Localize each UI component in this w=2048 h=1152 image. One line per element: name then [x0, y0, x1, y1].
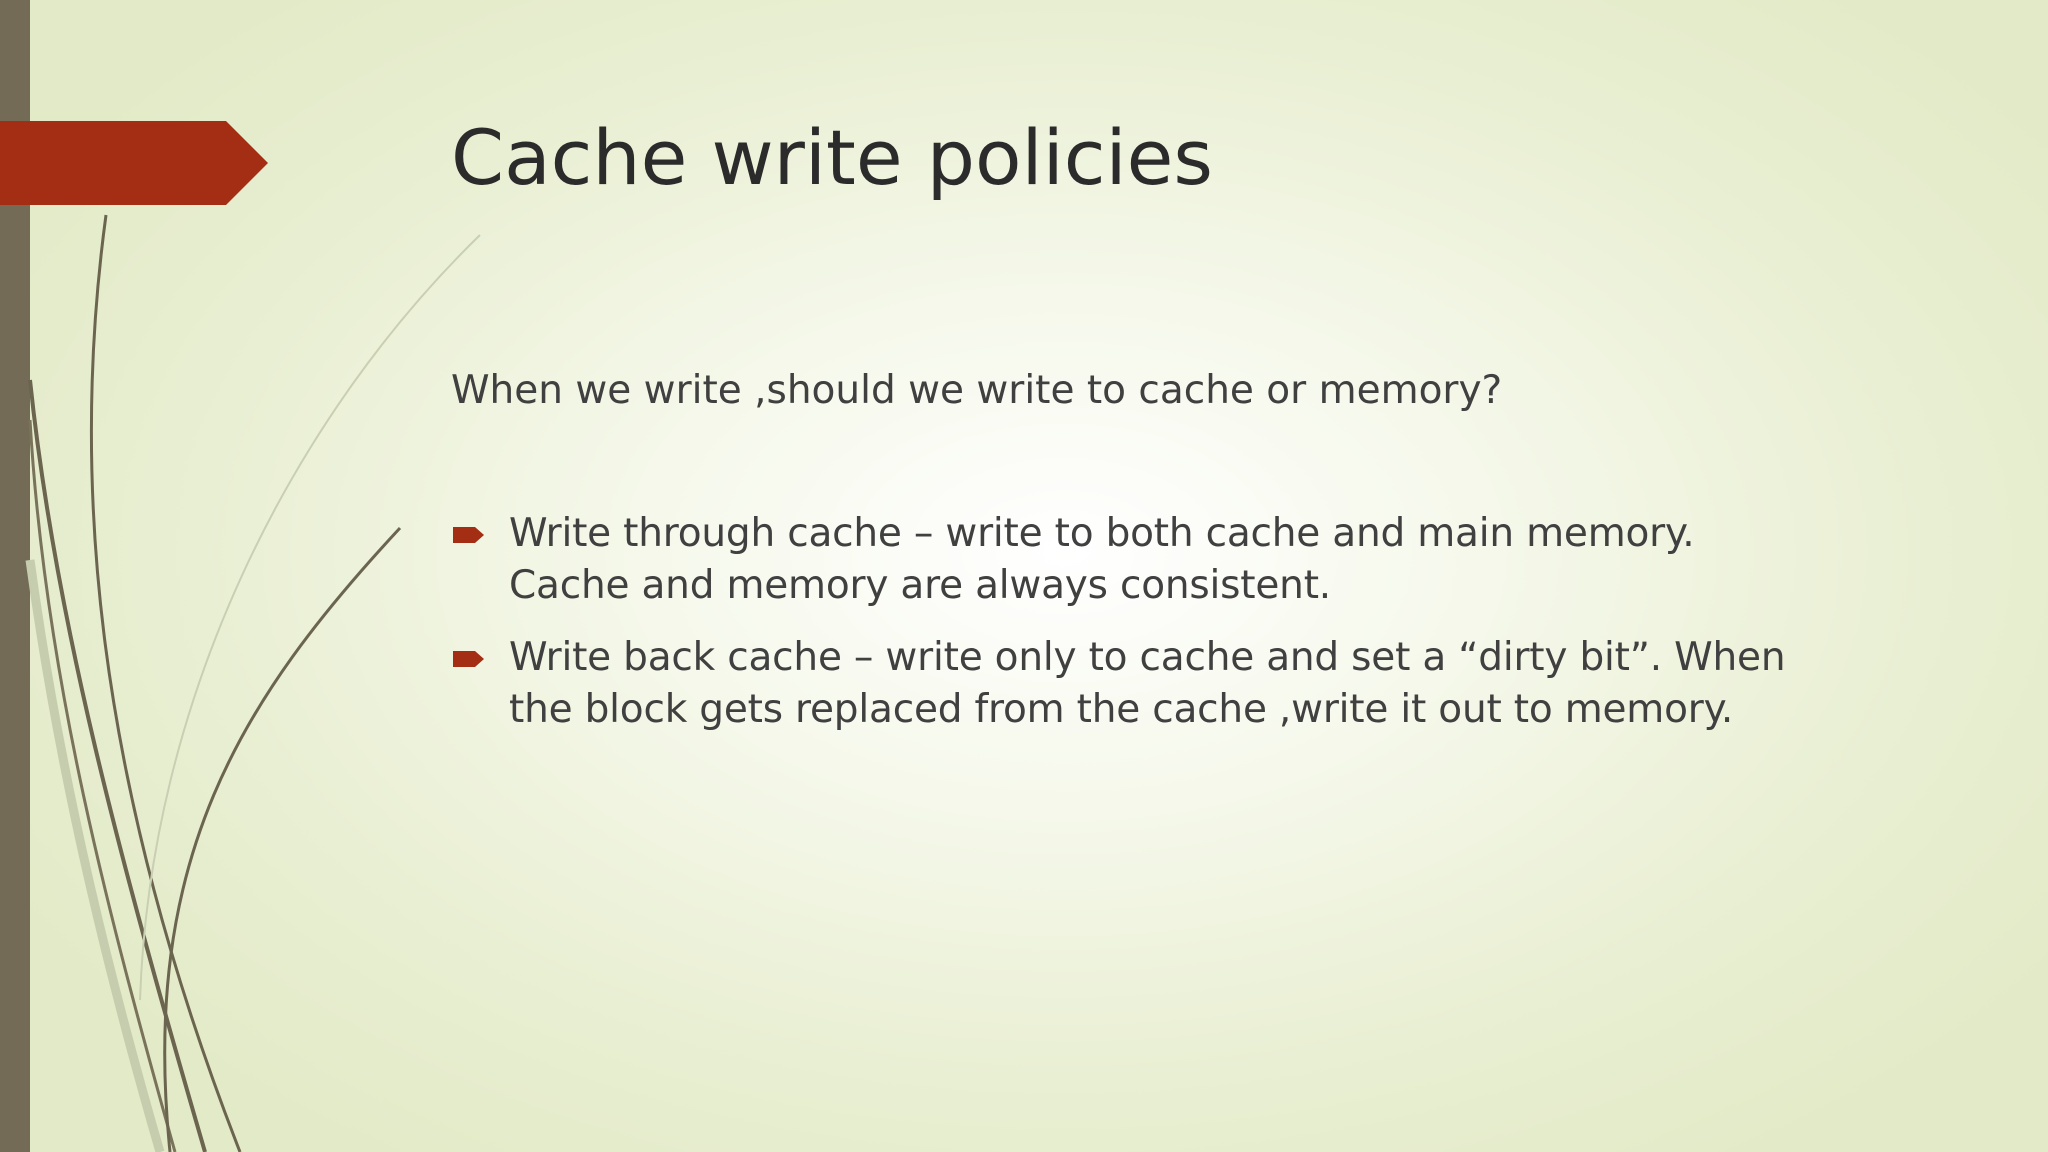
bullet-line: Cache and memory are always consistent.: [509, 563, 1331, 608]
slide-title: Cache write policies: [451, 113, 1213, 202]
title-arrow-tab-icon: [0, 121, 268, 205]
question-text: When we write ,should we write to cache or memory?: [451, 368, 1503, 413]
bullet-line: Write through cache – write to both cache and main memory.: [509, 511, 1695, 556]
bullet-list: [451, 508, 1921, 756]
bullet-line: Write back cache – write only to cache and set a “dirty bit”. When: [509, 635, 1786, 680]
bullet-item-write-back: [451, 632, 1921, 736]
arrow-bullet-icon: [453, 525, 485, 545]
arrow-bullet-icon: [453, 649, 485, 669]
bullet-line: the block gets replaced from the cache ,write it out to memory.: [509, 687, 1734, 732]
bullet-item-write-through: [451, 508, 1921, 612]
